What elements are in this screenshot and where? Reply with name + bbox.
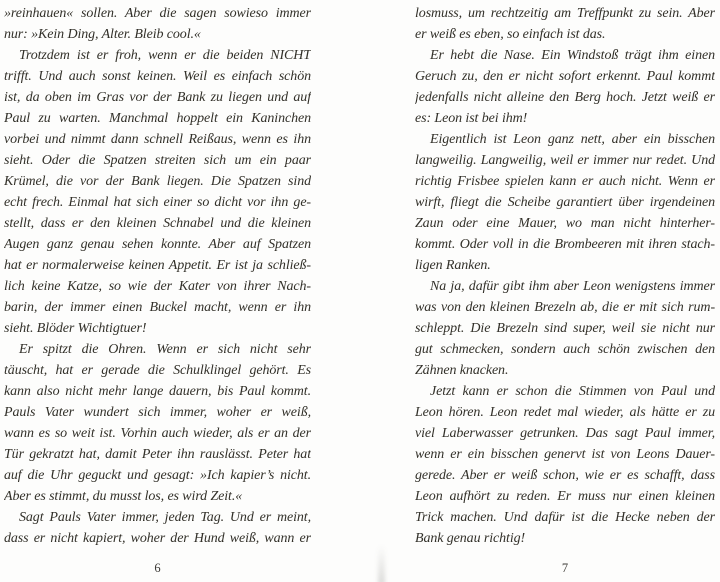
gutter-shadow xyxy=(378,545,385,582)
text-line: sieht. Oder die Spatzen streiten sich um ein paar xyxy=(4,153,311,168)
text-line: es: Leon ist bei ihm! xyxy=(415,111,528,126)
text-line: »reinhauen« sollen. Aber die sagen sowieso immer xyxy=(4,6,311,21)
text-line: echt frech. Einmal hat sich einer so dicht vor ihn ge- xyxy=(4,195,311,210)
text-line: Pauls Vater wundert sich immer, woher er weiß, xyxy=(4,405,311,420)
text-line: lich keine Katze, so wie der Kater von ihrer Nach- xyxy=(4,279,311,294)
text-line: jedenfalls nicht alleine den Berg hoch. Jetzt weiß er xyxy=(415,90,715,105)
text-line: langweilig. Langweilig, weil er immer nur redet. Und xyxy=(415,153,715,168)
text-line: Er hebt die Nase. Ein Windstoß trägt ihm einen xyxy=(430,48,715,63)
text-line: Augen ganz genau sehen konnte. Aber auf Spatzen xyxy=(4,237,311,252)
text-line: Trick machen. Und dafür ist die Hecke neben der xyxy=(415,510,715,525)
text-line: Leon aufhört zu reden. Er muss nur einen kleinen xyxy=(415,489,715,504)
text-line: kann also nicht mehr lange dauern, bis Paul kommt. xyxy=(4,384,311,399)
text-line: nur: »Kein Ding, Alter. Bleib cool.« xyxy=(4,27,201,42)
text-line: Zähnen knacken. xyxy=(415,363,509,378)
text-line: ist, da oben im Gras vor der Bank zu liegen und auf xyxy=(4,90,311,105)
text-line: Zaun oder eine Mauer, wo man nicht hinterher- xyxy=(415,216,715,231)
text-line: kommt. Oder voll in die Brombeeren mit ihren stach- xyxy=(415,237,715,252)
text-line: Na ja, dafür gibt ihm aber Leon wenigstens immer xyxy=(430,279,715,294)
text-line: Jetzt kann er schon die Stimmen von Paul und xyxy=(430,384,715,399)
text-line: Krümel, die vor der Bank liegen. Die Spatzen sind xyxy=(4,174,311,189)
text-line: Bank genau richtig! xyxy=(415,531,526,546)
text-line: Eigentlich ist Leon ganz nett, aber ein bisschen xyxy=(430,132,715,147)
text-line: wirft, fliegt die Scheibe garantiert über irgendeinen xyxy=(415,195,715,210)
text-line: trifft. Und auch sonst keinen. Weil es einfach schön xyxy=(4,69,311,84)
text-line: wenn er ein bisschen genervt ist von Leons Dauer- xyxy=(415,447,715,462)
page-right-text xyxy=(415,3,715,549)
page-left-text xyxy=(4,3,311,549)
text-line: Er spitzt die Ohren. Wenn er sich nicht sehr xyxy=(19,342,311,357)
text-line: schleppt. Die Brezeln sind super, weil sie nicht nur xyxy=(415,321,715,336)
text-line: dass er nicht kapiert, woher der Hund weiß, wann er xyxy=(4,531,311,546)
text-line: täuscht, hat er gerade die Schulklingel gehört. Es xyxy=(4,363,311,378)
page-number-right: 7 xyxy=(561,561,569,575)
text-line: Geruch zu, den er nicht sofort erkennt. Paul kommt xyxy=(415,69,715,84)
text-line: Sagt Pauls Vater immer, jeden Tag. Und er meint, xyxy=(19,510,311,525)
text-line: stellt, dass er den kleinen Schnabel und die kleinen xyxy=(4,216,311,231)
text-line: Leon hören. Leon redet mal wieder, als hätte er zu xyxy=(415,405,715,420)
text-line: ligen Ranken. xyxy=(415,258,491,273)
text-line: er weiß es eben, so einfach ist das. xyxy=(415,27,606,42)
text-line: vorbei und nimmt dann schnell Reißaus, wenn es ihn xyxy=(4,132,311,147)
text-line: gerede. Aber er weiß schon, wie er es schafft, dass xyxy=(415,468,715,483)
text-line: Aber es stimmt, du musst los, es wird Zeit.« xyxy=(4,489,243,504)
page-number-left: 6 xyxy=(154,561,161,575)
text-line: was von den kleinen Brezeln ab, die er mit sich rum- xyxy=(415,300,715,315)
text-line: viel Laberwasser getrunken. Das sagt Paul immer, xyxy=(415,426,715,441)
text-line: Trotzdem ist er froh, wenn er die beiden NICHT xyxy=(19,48,311,63)
text-line: gut schmecken, sondern auch schön zwischen den xyxy=(415,342,715,357)
text-line: barin, der immer einen Buckel macht, wenn er ihn xyxy=(4,300,311,315)
text-line: Tür gekratzt hat, damit Peter ihn rauslässt. Peter hat xyxy=(4,447,311,462)
text-line: Paul zu warten. Manchmal hoppelt ein Kaninchen xyxy=(4,111,311,126)
text-line: richtig Frisbee spielen kann er auch nicht. Wenn er xyxy=(415,174,715,189)
text-line: losmuss, um rechtzeitig am Treffpunkt zu sein. Aber xyxy=(415,6,715,21)
text-line: sieht. Blöder Wichtigtuer! xyxy=(4,321,147,336)
text-line: auf die Uhr geguckt und gesagt: »Ich kapier’s nicht. xyxy=(4,468,311,483)
text-line: hat er normalerweise keinen Appetit. Er ist ja schließ- xyxy=(4,258,311,273)
text-line: wann es so weit ist. Vorhin auch wieder, als er an der xyxy=(4,426,311,441)
